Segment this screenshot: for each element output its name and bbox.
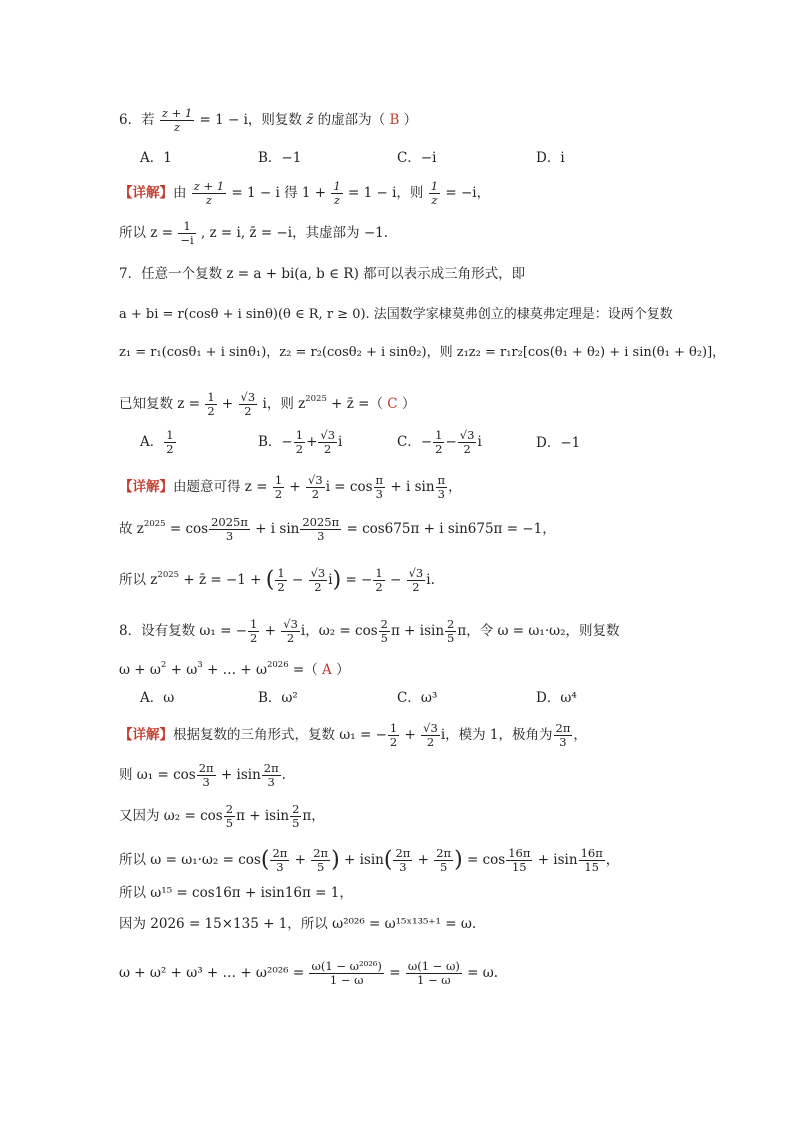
q8-detail-1-mid: i，模为 1，极角为 <box>440 727 553 743</box>
q7-detail-1: 【详解】由题意可得 z = $\frac{1}{2}$ + $\frac{√3}{2}$ i = cos $\frac{\pi}{3}$ + i sin $\frac{\pi}{3}$ ， <box>119 473 462 501</box>
q8-detail-6: 因为 2026 = 15×135 + 1，所以 ω²⁰²⁶ = ω¹⁵ˣ¹³⁵⁺¹ = ω. <box>119 916 477 932</box>
q6-detail-1-mid: = 1 − i 得 1 + <box>231 185 327 201</box>
q8-detail-1-post: ， <box>573 727 587 743</box>
q6-frac-den: z <box>174 120 181 134</box>
q6-detail-tag: 【详解】 <box>119 185 173 201</box>
q8-option-b: B．ω² <box>258 690 298 706</box>
q8-line-2-exp: 2026 <box>266 660 289 670</box>
q8-detail-3-pre: 又因为 ω₂ = cos <box>119 808 223 824</box>
q8-detail-4: 所以 ω = ω₁·ω₂ = cos( $\frac{2\pi}{3}$ + $\frac{2\pi}{5}$ ) + isin( $\frac{2\pi}{3}$ + $\frac{2\pi}{5}$ ) = cos $\frac{16\pi}{15}$ + isin $\frac{16\pi}{15}$ ， <box>119 846 620 874</box>
q8-detail-5: 所以 ω¹⁵ = cos16π + isin16π = 1， <box>119 885 353 901</box>
q7-detail-2-pre: 故 z <box>119 521 144 537</box>
q8-line-1-mid: i，ω₂ = cos <box>300 623 378 639</box>
q6-detail-frac-1 <box>192 180 226 207</box>
q6-option-c: C．−i <box>397 150 437 166</box>
q7-line-4-exp: 2025 <box>305 394 327 404</box>
q6-stem-pre: 6．若 <box>119 112 155 128</box>
q6-detail-2-pre: 所以 z = <box>119 225 174 241</box>
q6-detail-frac-1-num: z + 1 <box>193 179 225 193</box>
q8-line-1-pre: 8．设有复数 ω₁ = − <box>119 623 248 639</box>
q8-answer: A <box>322 662 332 678</box>
q8-detail-1: 【详解】根据复数的三角形式，复数 ω₁ = − $\frac{1}{2}$ + $\frac{√3}{2}$ i，模为 1，极角为 $\frac{2\pi}{3}$ ， <box>119 721 587 749</box>
q8-detail-4-post: ， <box>605 852 620 868</box>
q8-detail-1-pre: 根据复数的三角形式，复数 ω₁ = − <box>173 727 387 743</box>
q6-detail-frac-3: $\frac{1}{z}$ <box>430 179 439 207</box>
q7-option-c: C．− $\frac{1}{2}$ − $\frac{√3}{2}$ i <box>397 428 482 456</box>
q7-detail-2-post: = cos675π + i sin675π = −1， <box>342 521 556 537</box>
q7-detail-3-exp: 2025 <box>157 570 180 580</box>
q7-detail-3-pre: 所以 z <box>119 572 158 588</box>
q7-detail-1-text: 由题意可得 z = <box>173 479 268 495</box>
q7-line-3: z₁ = r₁(cosθ₁ + i sinθ₁)，z₂ = r₂(cosθ₂ + i sinθ₂)，则 z₁z₂ = r₁r₂[cos(θ₁ + θ₂) + i sin(θ₁ + θ₂)]， <box>119 345 726 360</box>
q8-line-2: $\omega + \omega^2 + \omega^3$ + … + $\omega^{2026}$ =（ A ） <box>119 660 350 678</box>
q6-detail-frac-4: $\frac{1}{-i}$ <box>180 219 194 247</box>
q6-detail-2-post: , z = i, z̄ = −i，其虚部为 −1. <box>200 225 389 241</box>
q6-detail-frac-2: $\frac{1}{z}$ <box>333 179 341 207</box>
q7-detail-3-post: + z̄ = −1 + <box>179 572 262 588</box>
q6-stem-mid: = 1 − i，则复数 <box>199 112 302 128</box>
q8-option-d: D．ω⁴ <box>536 690 577 706</box>
q6-zbar: z̄ <box>306 112 314 128</box>
q8-detail-3: 又因为 ω₂ = cos $\frac{2}{5}$ π + isin $\frac{2}{5}$ π， <box>119 802 325 830</box>
q7-line-1: 7．任意一个复数 z = a + bi(a, b ∈ R) 都可以表示成三角形式，即 <box>119 266 526 282</box>
q6-detail-frac-1-den: z <box>205 193 212 207</box>
q8-detail-7-pre: ω + ω² + ω³ + … + ω²⁰²⁶ = <box>119 965 305 981</box>
q7-detail-2-exp: 2025 <box>143 519 166 529</box>
q7-line-4: 已知复数 z = $\frac{1}{2}$ + $\frac{√3}{2}$ i，则 $z^{2025}$ + z̄ =（ C ） <box>119 390 416 418</box>
q7-option-a-label: A． <box>140 434 164 450</box>
q7-line-4-post: + z̄ =（ <box>331 396 383 412</box>
q7-line-4-pre: 已知复数 z = <box>119 396 201 412</box>
q8-detail-2-pre: 则 ω₁ = cos <box>119 767 196 783</box>
q7-detail-tag: 【详解】 <box>119 479 173 495</box>
q8-detail-tag: 【详解】 <box>119 727 173 743</box>
q7-close: ） <box>401 396 416 412</box>
q6-detail-1-mid2: = 1 − i，则 <box>348 185 424 201</box>
q6-option-b: B．−1 <box>258 150 302 166</box>
q6-detail-1-pre: 由 <box>173 185 187 201</box>
q6-fraction <box>160 107 194 134</box>
q6-detail-1-post: = −i， <box>445 185 491 201</box>
q7-line-4-mid: i，则 z <box>262 396 306 412</box>
q8-detail-7: ω + ω² + ω³ + … + ω²⁰²⁶ = $\frac{\text{ω(1 − ω²⁰²⁶)}}{1 - \omega}$ = $\frac{\omega(1 - \omega)}{1 - \omega}$ = ω. <box>119 959 499 987</box>
q8-option-c: C．ω³ <box>397 690 438 706</box>
q6-detail-2 <box>119 220 388 247</box>
q7-option-b: B．− $\frac{1}{2}$ + $\frac{√3}{2}$ i <box>258 428 343 456</box>
q6-detail-frac-3-den: z <box>431 193 438 207</box>
q6-answer: B <box>389 112 400 128</box>
q8-option-a: A．ω <box>140 690 175 706</box>
q7-answer: C <box>387 396 398 412</box>
q8-line-1: 8．设有复数 ω₁ = − $\frac{1}{2}$ + $\frac{√3}{2}$ i，ω₂ = cos $\frac{2}{5}$ π + isin $\frac{2}{5}$ π，令 ω = ω₁·ω₂，则复数 <box>119 617 620 645</box>
q8-detail-4-pre: 所以 ω = ω₁·ω₂ = cos <box>119 852 261 868</box>
q6-option-d: D．i <box>536 150 565 166</box>
q6-stem <box>119 107 417 134</box>
q7-frac-half: $\frac{1}{2}$ <box>207 390 215 418</box>
q8-detail-2-post: . <box>281 767 286 783</box>
q7-detail-2: 故 $z^{2025} = \cos$ $\frac{2025\pi}{3}$ + i sin $\frac{2025\pi}{3}$ = cos675π + i sin675π = −1， <box>119 515 556 543</box>
q6-frac-num: z + 1 <box>161 106 193 120</box>
q8-line-2-post: + … + ω <box>202 662 267 678</box>
q8-line-2-pre: ω + ω <box>119 662 161 678</box>
q7-line-2: a + bi = r(cosθ + i sinθ)(θ ∈ R, r ≥ 0). 法国数学家棣莫弗创立的棣莫弗定理是：设两个复数 <box>119 307 673 322</box>
q8-line-2-end: =（ <box>288 662 318 678</box>
q7-option-d: D．−1 <box>536 435 581 451</box>
q6-detail-1 <box>119 180 490 207</box>
q7-option-b-label: B． <box>258 434 282 450</box>
q6-close: ） <box>403 112 418 128</box>
q8-detail-3-post: π， <box>302 808 325 824</box>
q6-stem-post: 的虚部为（ <box>317 112 386 128</box>
q7-detail-3: 所以 $z^{2025}$ + z̄ = −1 + ( $\frac{1}{2}$ − $\frac{√3}{2}$ i) = − $\frac{1}{2}$ − $\frac{√3}{2}$ i. <box>119 566 435 594</box>
q6-option-a: A．1 <box>140 150 172 166</box>
q8-detail-2: 则 ω₁ = cos $\frac{2\pi}{3}$ + isin $\frac{2\pi}{3}$ . <box>119 761 286 789</box>
q6-detail-frac-2-den: z <box>334 193 341 207</box>
q7-option-a: A． $\frac{1}{2}$ <box>140 428 174 456</box>
q7-frac-sqrt3: $\frac{√3}{2}$ <box>240 390 256 418</box>
q8-detail-7-post: = ω. <box>462 965 499 981</box>
q8-line-1-post: π，令 ω = ω₁·ω₂，则复数 <box>457 623 620 639</box>
q8-close: ） <box>336 662 350 678</box>
q7-option-c-label: C． <box>397 434 421 450</box>
